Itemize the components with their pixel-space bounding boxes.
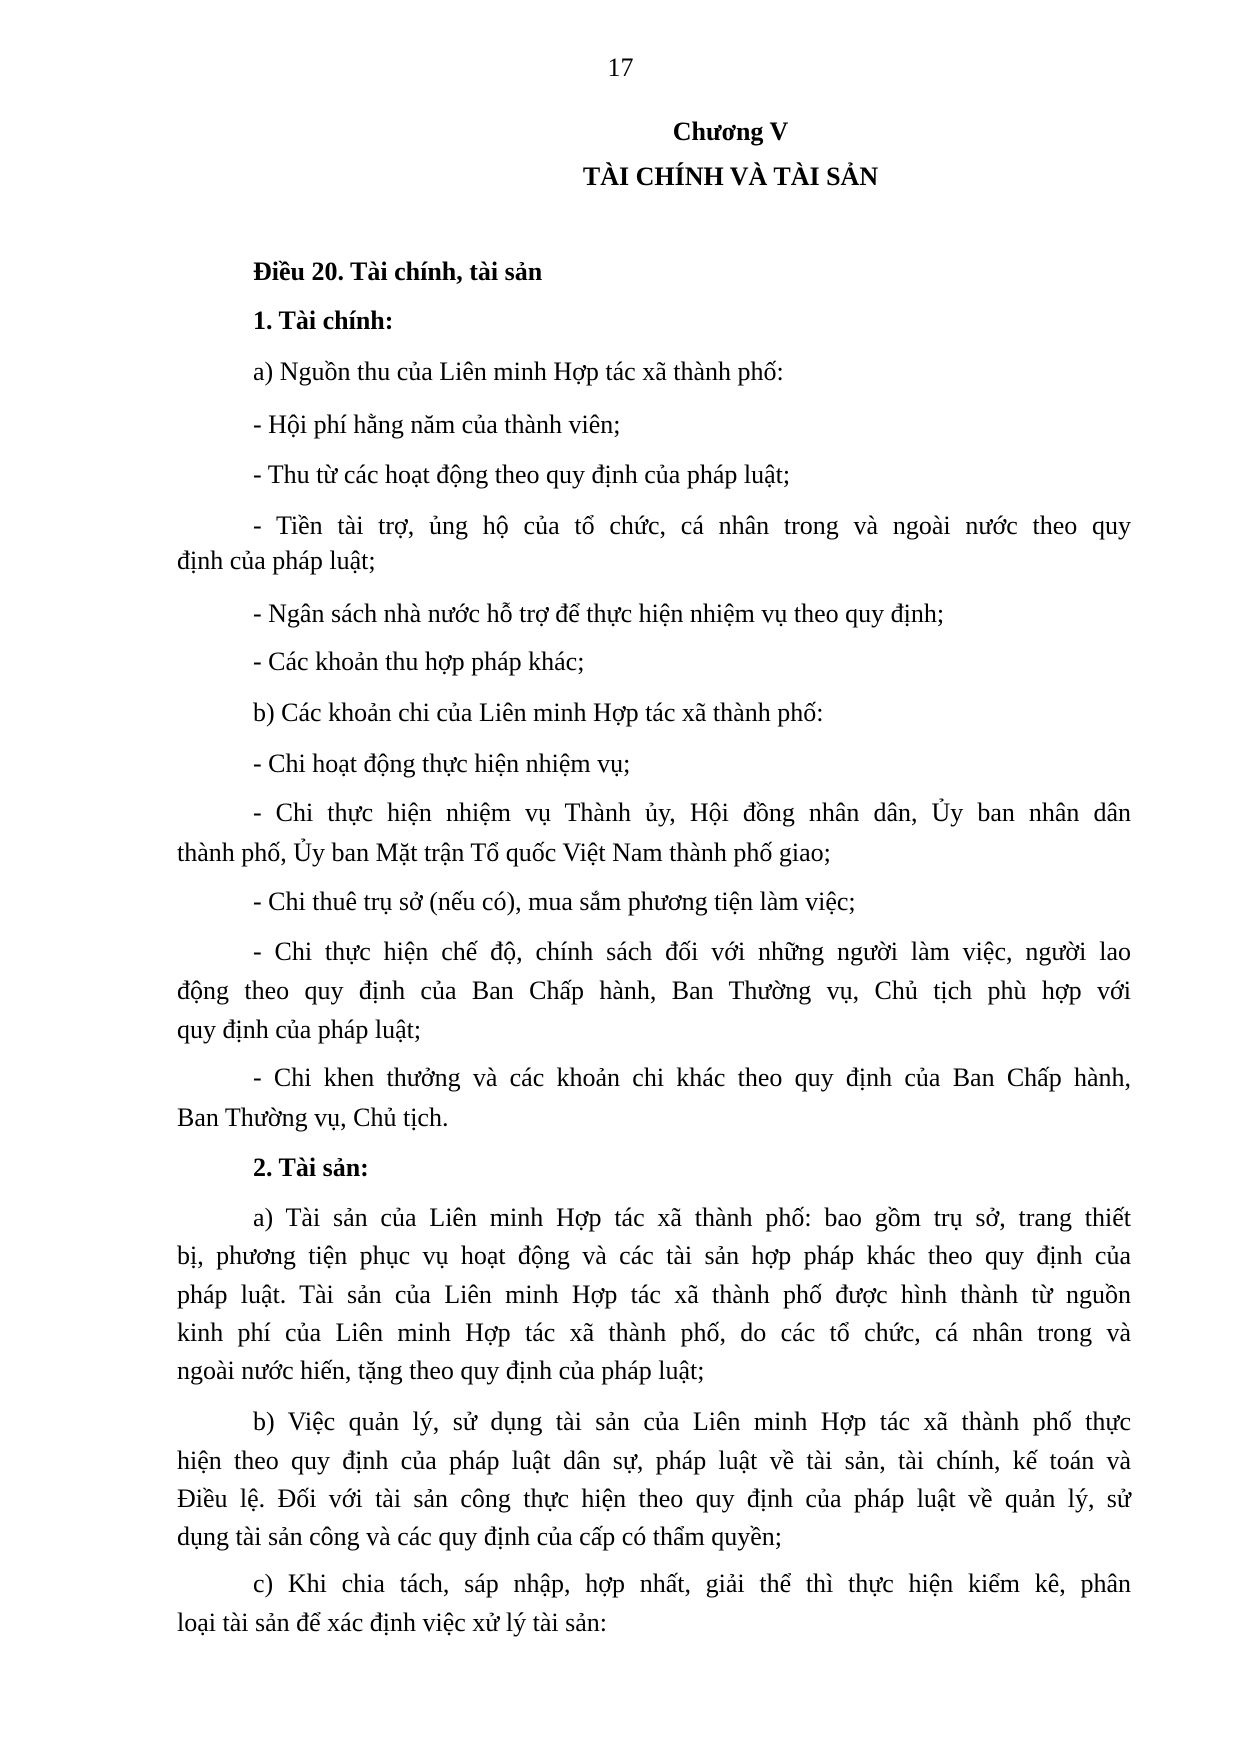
list-item-continued: định của pháp luật; (177, 546, 376, 575)
list-item-continued: thành phố, Ủy ban Mặt trận Tổ quốc Việt Nam thành phố giao; (177, 838, 831, 867)
chapter-title: TÀI CHÍNH VÀ TÀI SẢN (582, 162, 879, 191)
paragraph-line: bị, phương tiện phục vụ hoạt động và các tài sản hợp pháp khác theo quy định của (177, 1241, 1131, 1270)
list-item: - Các khoản thu hợp pháp khác; (253, 647, 585, 676)
list-item: - Chi thực hiện nhiệm vụ Thành ủy, Hội đồng nhân dân, Ủy ban nhân dân (253, 798, 1131, 827)
list-item-continued: động theo quy định của Ban Chấp hành, Ban Thường vụ, Chủ tịch phù hợp với (177, 976, 1131, 1005)
paragraph-line: ngoài nước hiến, tặng theo quy định của pháp luật; (177, 1356, 705, 1385)
paragraph-line: hiện theo quy định của pháp luật dân sự, pháp luật về tài sản, tài chính, kế toán và (177, 1446, 1131, 1475)
paragraph-line: Điều lệ. Đối với tài sản công thực hiện theo quy định của pháp luật về quản lý, sử (177, 1484, 1131, 1513)
list-item: - Ngân sách nhà nước hỗ trợ để thực hiện nhiệm vụ theo quy định; (253, 599, 945, 628)
list-item: - Hội phí hằng năm của thành viên; (253, 410, 621, 439)
paragraph-line: a) Tài sản của Liên minh Hợp tác xã thành phố: bao gồm trụ sở, trang thiết (253, 1203, 1131, 1232)
section-1b-intro: b) Các khoản chi của Liên minh Hợp tác xã thành phố: (253, 698, 824, 727)
paragraph-line: c) Khi chia tách, sáp nhập, hợp nhất, giải thể thì thực hiện kiểm kê, phân (253, 1569, 1131, 1598)
paragraph-line: loại tài sản để xác định việc xử lý tài sản: (177, 1608, 607, 1637)
list-item-continued: Ban Thường vụ, Chủ tịch. (177, 1103, 449, 1132)
list-item: - Chi khen thưởng và các khoản chi khác theo quy định của Ban Chấp hành, (253, 1063, 1131, 1092)
article-heading: Điều 20. Tài chính, tài sản (253, 257, 543, 286)
paragraph-line: dụng tài sản công và các quy định của cấp có thẩm quyền; (177, 1522, 783, 1551)
chapter-label: Chương V (672, 117, 789, 146)
list-item: - Chi hoạt động thực hiện nhiệm vụ; (253, 749, 631, 778)
section-1-heading: 1. Tài chính: (253, 306, 394, 335)
page-number: 17 (607, 53, 634, 82)
list-item: - Chi thực hiện chế độ, chính sách đối với những người làm việc, người lao (253, 937, 1131, 966)
list-item: - Chi thuê trụ sở (nếu có), mua sắm phương tiện làm việc; (253, 887, 856, 916)
list-item-continued: quy định của pháp luật; (177, 1015, 422, 1044)
list-item: - Tiền tài trợ, ủng hộ của tổ chức, cá nhân trong và ngoài nước theo quy (253, 511, 1131, 540)
paragraph-line: kinh phí của Liên minh Hợp tác xã thành phố, do các tổ chức, cá nhân trong và (177, 1318, 1131, 1347)
list-item: - Thu từ các hoạt động theo quy định của pháp luật; (253, 460, 791, 489)
paragraph-line: pháp luật. Tài sản của Liên minh Hợp tác xã thành phố được hình thành từ nguồn (177, 1280, 1131, 1309)
section-1a-intro: a) Nguồn thu của Liên minh Hợp tác xã thành phố: (253, 357, 784, 386)
paragraph-line: b) Việc quản lý, sử dụng tài sản của Liên minh Hợp tác xã thành phố thực (253, 1407, 1131, 1436)
section-2-heading: 2. Tài sản: (253, 1153, 369, 1182)
